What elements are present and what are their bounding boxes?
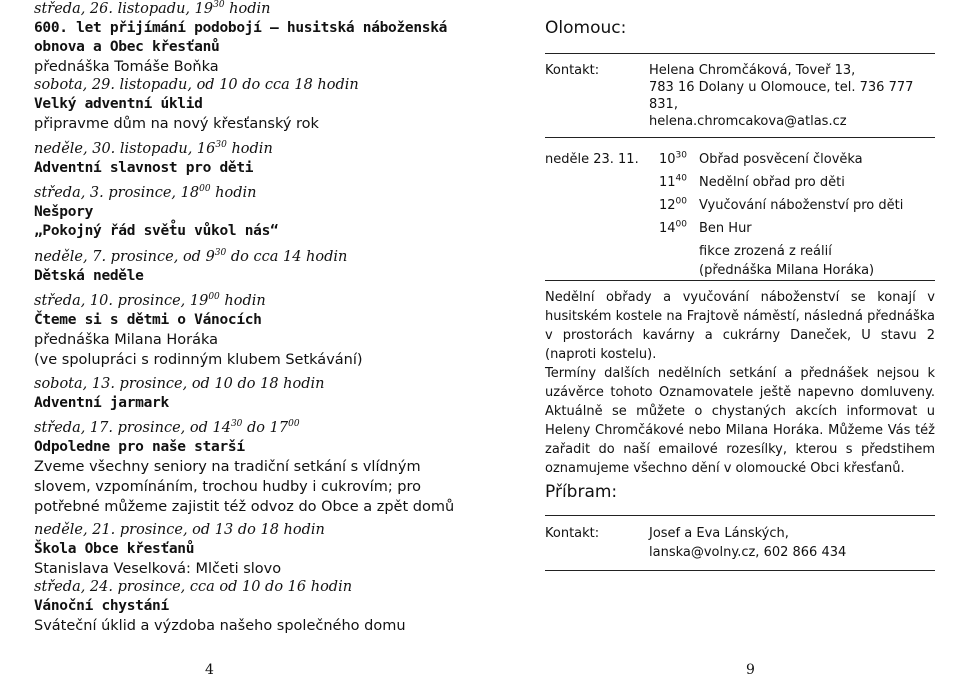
event-date-suffix: do 17 — [242, 420, 289, 436]
program-spacer — [545, 242, 699, 261]
program-time-minutes: 00 — [675, 219, 687, 230]
event-detail-line: přednáška Milana Horáka — [34, 332, 219, 348]
event-detail-line: slovem, vzpomínáním, trochou hudby i cukrovím; pro — [34, 479, 422, 495]
olomouc-heading: Olomouc: — [545, 18, 627, 38]
program-date — [545, 196, 659, 215]
event-date-suffix: hodin — [226, 141, 273, 157]
page-number-left: 4 — [205, 662, 214, 678]
event-date-minutes: 30 — [230, 419, 243, 430]
event-detail-line: připravme dům na nový křesťanský rok — [34, 116, 319, 132]
event-date — [34, 0, 414, 19]
event-date-suffix: hodin — [210, 185, 257, 201]
program-title: Vyučování náboženství pro děti — [699, 198, 904, 213]
event-title: Vánoční chystání — [34, 598, 169, 614]
program-row — [545, 219, 935, 238]
program-extra-line: fikce zrozená z reálií — [699, 244, 832, 259]
event-item — [34, 292, 414, 370]
event-item — [34, 140, 414, 178]
event-item — [34, 578, 414, 636]
event-date — [34, 292, 414, 311]
pribram-rule-top — [545, 515, 935, 516]
olomouc-program — [545, 150, 935, 280]
program-time-minutes: 30 — [675, 150, 687, 161]
event-title: Adventní jarmark — [34, 395, 169, 411]
program-time-minutes: 40 — [675, 173, 687, 184]
olomouc-rule-bottom — [545, 137, 935, 138]
event-date-text: neděle, 30. listopadu, 16 — [34, 141, 216, 157]
event-detail-line: Zveme všechny seniory na tradiční setkání s vlídným — [34, 459, 421, 475]
event-item — [34, 0, 448, 77]
program-time-hour: 11 — [659, 175, 676, 190]
olomouc-contact-label: Kontakt: — [545, 63, 600, 78]
pribram-rule-bottom — [545, 570, 935, 571]
program-date — [545, 173, 659, 192]
program-extra-row — [545, 261, 935, 280]
program-title: Ben Hur — [699, 221, 752, 236]
event-title: Dětská neděle — [34, 268, 144, 284]
event-date — [34, 419, 414, 438]
event-title: Nešpory — [34, 204, 94, 220]
program-title: Nedělní obřad pro děti — [699, 175, 845, 190]
event-date-minutes: 30 — [214, 248, 227, 259]
olomouc-contact-line: helena.chromcakova@atlas.cz — [649, 114, 847, 129]
pribram-contact-label: Kontakt: — [545, 526, 600, 541]
event-date-minutes: 00 — [208, 292, 220, 303]
event-date — [34, 140, 414, 159]
program-extra-row — [545, 242, 935, 261]
event-date-suffix: hodin — [219, 293, 266, 309]
event-date — [34, 375, 414, 394]
program-row — [545, 150, 935, 169]
program-time — [659, 150, 699, 169]
program-time-hour: 12 — [659, 198, 676, 213]
program-row — [545, 196, 935, 215]
event-date — [34, 578, 414, 597]
olomouc-paragraphs — [545, 288, 935, 478]
event-date-text: středa, 26. listopadu, 19 — [34, 1, 214, 17]
event-date-text: sobota, 13. prosince, od 10 do 18 hodin — [34, 376, 325, 392]
event-date-minutes: 30 — [213, 0, 225, 11]
event-title: Škola Obce křesťanů — [34, 541, 195, 557]
event-item — [34, 248, 414, 286]
program-time-hour: 10 — [659, 152, 676, 167]
olomouc-contact-line: Helena Chromčáková, Toveř 13, — [649, 63, 856, 78]
event-date-suffix: hodin — [224, 1, 271, 17]
program-title: Obřad posvěcení člověka — [699, 152, 863, 167]
olomouc-contact-lines — [649, 62, 935, 130]
program-spacer — [545, 261, 699, 280]
event-date-minutes: 00 — [199, 184, 211, 195]
event-date-text: neděle, 21. prosince, od 13 do 18 hodin — [34, 522, 325, 538]
event-item — [34, 521, 414, 579]
event-detail-line: přednáška Tomáše Boňka — [34, 59, 219, 75]
pribram-contact-lines — [649, 524, 846, 562]
pribram-contact-line: Josef a Eva Lánských, — [649, 526, 789, 541]
olomouc-contact-line: 783 16 Dolany u Olomouce, tel. 736 777 831, — [649, 80, 914, 112]
program-time — [659, 219, 699, 238]
event-title: Odpoledne pro naše starší — [34, 439, 245, 455]
pribram-contact-line: lanska@volny.cz, 602 866 434 — [649, 545, 847, 560]
event-date-text: středa, 17. prosince, od 14 — [34, 420, 231, 436]
olomouc-paragraph: Termíny dalších nedělních setkání a přednášek nejsou k uzávěrce tohoto Oznamovatele ještě napevno domluveny. Aktuálně se můžete o chystaných akcích informovat u Heleny Chromčákové nebo Milana Horáka. Můžeme Vás též zařadit do naší emailové rozesílky, kterou s předstihem oznamujeme všechno dění v olomoucké Obci křesťanů. — [545, 366, 935, 476]
event-date — [34, 184, 414, 203]
event-title: Velký adventní úklid — [34, 96, 203, 112]
program-date — [545, 219, 659, 238]
event-date — [34, 521, 414, 540]
event-title-line: obnova a Obec křesťanů — [34, 39, 220, 55]
event-title: Čteme si s dětmi o Vánocích — [34, 312, 262, 328]
event-item — [34, 184, 414, 241]
pribram-heading: Příbram: — [545, 482, 618, 502]
event-date-text: sobota, 29. listopadu, od 10 do cca 18 hodin — [34, 77, 359, 93]
olomouc-program-rule — [545, 280, 935, 281]
event-item — [34, 76, 414, 134]
program-extra-line: (přednáška Milana Horáka) — [699, 263, 875, 278]
event-title-line: „Pokojný řád svět̊u vůkol nás“ — [34, 223, 279, 239]
event-title: 600. let přijímání podobojí – husitská náboženská — [34, 20, 448, 36]
event-detail-line: Stanislava Veselková: Mlčeti slovo — [34, 561, 282, 577]
program-time-hour: 14 — [659, 221, 676, 236]
olomouc-contact — [545, 62, 935, 130]
olomouc-rule-top — [545, 53, 935, 54]
event-date-text: středa, 24. prosince, cca od 10 do 16 hodin — [34, 579, 353, 595]
program-time — [659, 196, 699, 215]
event-date-minutes: 00 — [288, 419, 300, 430]
program-time — [659, 173, 699, 192]
event-detail-line: (ve spolupráci s rodinným klubem Setkávání) — [34, 352, 363, 368]
program-time-minutes: 00 — [675, 196, 687, 207]
event-date — [34, 76, 414, 95]
event-date-text: neděle, 7. prosince, od 9 — [34, 249, 215, 265]
olomouc-paragraph: Nedělní obřady a vyučování náboženství se konají v husitském kostele na Frajtově náměstí, následná přednáška v prostorách kavárny a cukrárny Daneček, U stavu 2 (naproti kostelu). — [545, 290, 935, 362]
program-date: neděle 23. 11. — [545, 152, 639, 167]
event-date-text: středa, 3. prosince, 18 — [34, 185, 200, 201]
event-date-minutes: 30 — [215, 140, 227, 151]
event-date-text: středa, 10. prosince, 19 — [34, 293, 209, 309]
event-item — [34, 375, 414, 413]
program-row — [545, 173, 935, 192]
event-date — [34, 248, 414, 267]
event-detail-line: Sváteční úklid a výzdoba našeho společného domu — [34, 618, 406, 634]
page-number-right: 9 — [746, 662, 755, 678]
event-date-suffix: do cca 14 hodin — [226, 249, 348, 265]
pribram-contact — [545, 524, 935, 562]
event-title: Adventní slavnost pro děti — [34, 160, 254, 176]
event-item — [34, 419, 455, 517]
event-detail-line: potřebné můžeme zajistit též odvoz do Obce a zpět domů — [34, 499, 455, 515]
